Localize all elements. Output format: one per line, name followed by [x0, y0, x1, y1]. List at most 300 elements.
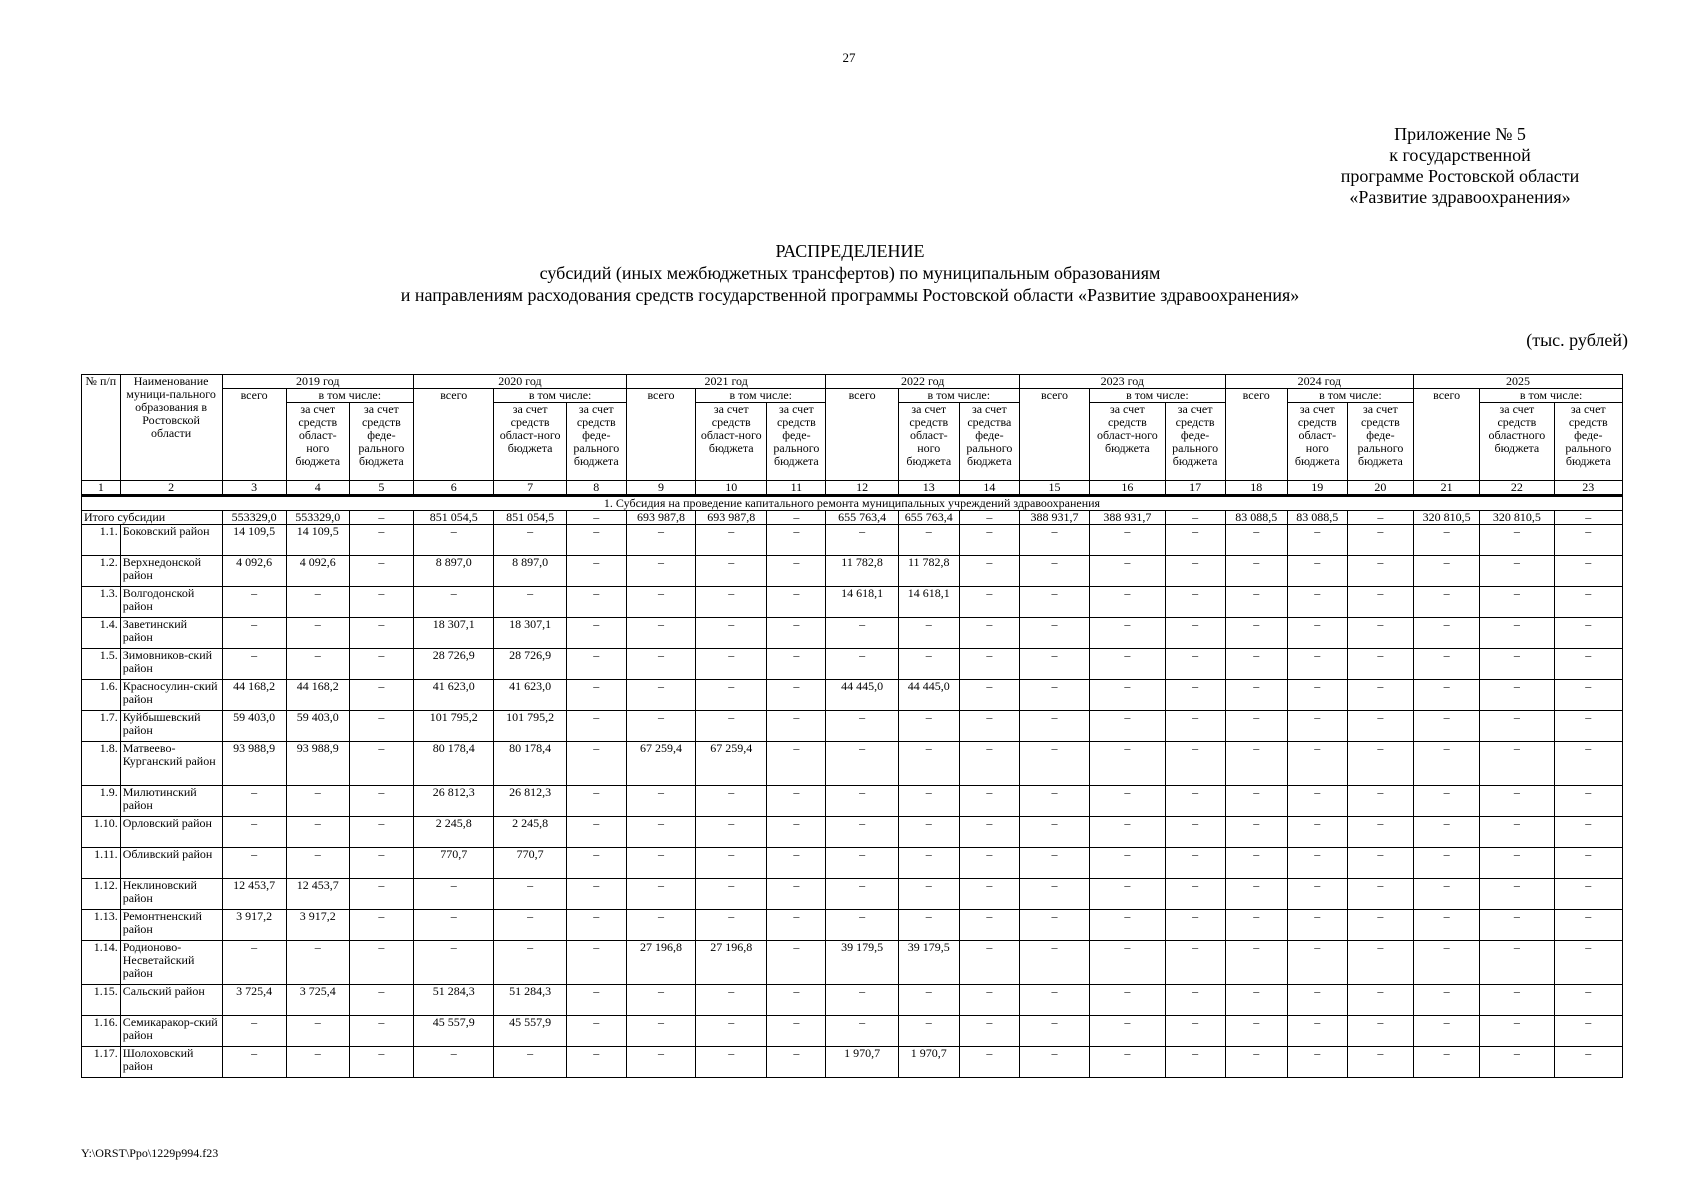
column-index-cell: 13 [898, 481, 959, 496]
value-cell: – [1287, 556, 1347, 587]
value-cell: – [1019, 817, 1089, 848]
value-cell: – [767, 742, 826, 786]
value-cell: – [1554, 848, 1622, 879]
value-cell: – [566, 1016, 626, 1047]
value-cell: – [959, 910, 1019, 941]
value-cell: 45 557,9 [494, 1016, 566, 1047]
total-value: – [1347, 511, 1413, 525]
total-value: 851 054,5 [413, 511, 493, 525]
value-cell: – [1165, 941, 1225, 985]
value-cell: – [1414, 649, 1480, 680]
value-cell: – [696, 848, 767, 879]
row-number: 1.9. [82, 786, 121, 817]
value-cell: – [1347, 742, 1413, 786]
value-cell: 44 168,2 [222, 680, 286, 711]
value-cell: – [1019, 649, 1089, 680]
header-incl: в том числе: [1480, 389, 1623, 403]
row-number: 1.14. [82, 941, 121, 985]
value-cell: – [1480, 711, 1554, 742]
header-regional: за счет средств областного бюджета [1480, 403, 1554, 481]
value-cell: – [1165, 649, 1225, 680]
value-cell: 3 917,2 [286, 910, 349, 941]
table-row [82, 1047, 1623, 1078]
value-cell: – [286, 587, 349, 618]
value-cell: – [898, 618, 959, 649]
value-cell: – [1347, 910, 1413, 941]
value-cell: – [1480, 985, 1554, 1016]
value-cell: – [1554, 985, 1622, 1016]
value-cell: 93 988,9 [286, 742, 349, 786]
value-cell: 18 307,1 [494, 618, 566, 649]
value-cell: – [1414, 786, 1480, 817]
value-cell: 67 259,4 [626, 742, 695, 786]
column-index-cell: 3 [222, 481, 286, 496]
value-cell: – [626, 618, 695, 649]
row-number: 1.12. [82, 879, 121, 910]
value-cell: – [1554, 649, 1622, 680]
row-number: 1.15. [82, 985, 121, 1016]
total-value: 553329,0 [222, 511, 286, 525]
value-cell: – [696, 587, 767, 618]
value-cell: – [1414, 910, 1480, 941]
header-total: всего [413, 389, 493, 481]
total-value: 655 763,4 [826, 511, 898, 525]
value-cell: – [898, 848, 959, 879]
title-line: и направлениям расходования средств государственной программы Ростовской области «Развитие здравоохранения» [400, 285, 1300, 305]
value-cell: 4 092,6 [222, 556, 286, 587]
value-cell: – [1225, 711, 1287, 742]
value-cell: – [222, 786, 286, 817]
value-cell: – [696, 786, 767, 817]
value-cell: 12 453,7 [286, 879, 349, 910]
header-year: 2022 год [826, 375, 1019, 389]
value-cell: – [349, 742, 413, 786]
value-cell: – [626, 1016, 695, 1047]
table-row [82, 1016, 1623, 1047]
value-cell: – [286, 1016, 349, 1047]
value-cell: – [222, 941, 286, 985]
value-cell: 14 109,5 [286, 525, 349, 556]
column-index-cell: 5 [349, 481, 413, 496]
title-line: РАСПРЕДЕЛЕНИЕ [775, 241, 925, 261]
value-cell: – [1347, 587, 1413, 618]
value-cell: 14 618,1 [898, 587, 959, 618]
table-row [82, 848, 1623, 879]
value-cell: – [1554, 1016, 1622, 1047]
value-cell: – [566, 587, 626, 618]
value-cell: – [349, 941, 413, 985]
value-cell: – [1165, 1016, 1225, 1047]
value-cell: – [767, 556, 826, 587]
value-cell: – [1019, 879, 1089, 910]
table-body [82, 481, 1623, 1078]
value-cell: 44 445,0 [898, 680, 959, 711]
value-cell: – [959, 556, 1019, 587]
row-number: 1.7. [82, 711, 121, 742]
value-cell: – [1414, 1047, 1480, 1078]
header-regional: за счет средств област-ного бюджета [1090, 403, 1165, 481]
value-cell: – [1554, 910, 1622, 941]
value-cell: – [1225, 525, 1287, 556]
value-cell: – [696, 680, 767, 711]
value-cell: – [1019, 941, 1089, 985]
value-cell: – [349, 649, 413, 680]
value-cell: 39 179,5 [826, 941, 898, 985]
value-cell: – [1165, 618, 1225, 649]
table-row [82, 556, 1623, 587]
header-regional: за счет средств област-ного бюджета [1287, 403, 1347, 481]
column-index-cell: 16 [1090, 481, 1165, 496]
value-cell: – [1165, 985, 1225, 1016]
appendix-line: Приложение № 5 [1394, 124, 1526, 144]
value-cell: – [1480, 649, 1554, 680]
value-cell: – [1287, 1016, 1347, 1047]
value-cell: – [696, 711, 767, 742]
total-value: – [959, 511, 1019, 525]
value-cell: – [494, 879, 566, 910]
value-cell: – [1480, 742, 1554, 786]
value-cell: – [566, 742, 626, 786]
value-cell: – [959, 786, 1019, 817]
municipality-name: Обливский район [120, 848, 222, 879]
value-cell: – [767, 649, 826, 680]
value-cell: – [767, 1016, 826, 1047]
total-value: – [1554, 511, 1622, 525]
value-cell: 51 284,3 [494, 985, 566, 1016]
value-cell: 770,7 [494, 848, 566, 879]
value-cell: – [1414, 587, 1480, 618]
header-federal: за счет средств феде-рального бюджета [1347, 403, 1413, 481]
value-cell: – [1225, 817, 1287, 848]
value-cell: – [222, 587, 286, 618]
value-cell: – [826, 848, 898, 879]
value-cell: – [1347, 525, 1413, 556]
column-index-cell: 15 [1019, 481, 1089, 496]
value-cell: – [1165, 848, 1225, 879]
row-number: 1.11. [82, 848, 121, 879]
header-incl: в том числе: [286, 389, 413, 403]
value-cell: – [898, 742, 959, 786]
total-value: – [566, 511, 626, 525]
value-cell: – [1347, 1047, 1413, 1078]
value-cell: – [1165, 1047, 1225, 1078]
value-cell: – [566, 680, 626, 711]
value-cell: – [1347, 879, 1413, 910]
value-cell: – [494, 1047, 566, 1078]
value-cell: – [1225, 786, 1287, 817]
value-cell: – [626, 711, 695, 742]
value-cell: – [767, 1047, 826, 1078]
value-cell: – [1090, 786, 1165, 817]
value-cell: – [1090, 742, 1165, 786]
value-cell: – [959, 587, 1019, 618]
value-cell: – [1287, 680, 1347, 711]
row-number: 1.17. [82, 1047, 121, 1078]
total-value: 83 088,5 [1287, 511, 1347, 525]
value-cell: – [1019, 985, 1089, 1016]
value-cell: – [767, 941, 826, 985]
value-cell: – [767, 711, 826, 742]
value-cell: 80 178,4 [413, 742, 493, 786]
total-value: 655 763,4 [898, 511, 959, 525]
value-cell: 44 445,0 [826, 680, 898, 711]
value-cell: – [826, 711, 898, 742]
column-index-cell: 23 [1554, 481, 1622, 496]
total-value: – [767, 511, 826, 525]
header-total: всего [1019, 389, 1089, 481]
value-cell: – [1480, 817, 1554, 848]
value-cell: – [898, 711, 959, 742]
value-cell: – [1414, 817, 1480, 848]
value-cell: – [349, 985, 413, 1016]
value-cell: – [1347, 711, 1413, 742]
value-cell: – [1480, 680, 1554, 711]
value-cell: – [349, 848, 413, 879]
value-cell: – [1554, 587, 1622, 618]
value-cell: – [626, 786, 695, 817]
municipality-name: Сальский район [120, 985, 222, 1016]
value-cell: – [1090, 817, 1165, 848]
total-value: 693 987,8 [626, 511, 695, 525]
column-index-cell: 9 [626, 481, 695, 496]
municipality-name: Шолоховский район [120, 1047, 222, 1078]
value-cell: 59 403,0 [286, 711, 349, 742]
table-row [82, 587, 1623, 618]
value-cell: – [826, 525, 898, 556]
column-index-row [82, 481, 1623, 496]
value-cell: – [767, 879, 826, 910]
header-regional: за счет средств област-ного бюджета [898, 403, 959, 481]
row-number: 1.10. [82, 817, 121, 848]
municipality-name: Родионово-Несветайский район [120, 941, 222, 985]
value-cell: – [1414, 680, 1480, 711]
value-cell: – [222, 618, 286, 649]
value-cell: 3 725,4 [286, 985, 349, 1016]
page-number: 27 [842, 50, 856, 65]
subsidy-table [81, 374, 1623, 1078]
value-cell: – [1480, 910, 1554, 941]
value-cell: – [959, 985, 1019, 1016]
value-cell: – [1347, 556, 1413, 587]
value-cell: – [349, 910, 413, 941]
value-cell: 80 178,4 [494, 742, 566, 786]
value-cell: – [1090, 848, 1165, 879]
value-cell: – [1019, 1047, 1089, 1078]
header-total: всего [1414, 389, 1480, 481]
header-incl: в том числе: [898, 389, 1019, 403]
value-cell: – [959, 711, 1019, 742]
value-cell: – [566, 941, 626, 985]
row-number: 1.13. [82, 910, 121, 941]
value-cell: – [566, 711, 626, 742]
value-cell: – [696, 879, 767, 910]
value-cell: – [1554, 711, 1622, 742]
value-cell: 27 196,8 [696, 941, 767, 985]
value-cell: – [1225, 1047, 1287, 1078]
value-cell: – [826, 985, 898, 1016]
value-cell: – [696, 985, 767, 1016]
value-cell: – [1287, 1047, 1347, 1078]
municipality-name: Неклиновский район [120, 879, 222, 910]
value-cell: – [1019, 618, 1089, 649]
title-line: субсидий (иных межбюджетных трансфертов) по муниципальным образованиям [539, 263, 1161, 283]
value-cell: – [1090, 587, 1165, 618]
value-cell: – [566, 910, 626, 941]
value-cell: – [1225, 879, 1287, 910]
municipality-name: Милютинский район [120, 786, 222, 817]
header-incl: в том числе: [696, 389, 826, 403]
value-cell: – [1287, 649, 1347, 680]
value-cell: – [959, 1016, 1019, 1047]
value-cell: 2 245,8 [413, 817, 493, 848]
value-cell: 18 307,1 [413, 618, 493, 649]
value-cell: – [696, 1047, 767, 1078]
value-cell: 11 782,8 [898, 556, 959, 587]
value-cell: – [898, 910, 959, 941]
value-cell: – [1019, 587, 1089, 618]
value-cell: – [1287, 587, 1347, 618]
value-cell: – [767, 985, 826, 1016]
municipality-name: Красносулин-ский район [120, 680, 222, 711]
column-index-cell: 10 [696, 481, 767, 496]
value-cell: – [1225, 910, 1287, 941]
column-index-cell: 22 [1480, 481, 1554, 496]
header-total: всего [1225, 389, 1287, 481]
value-cell: – [1347, 649, 1413, 680]
value-cell: – [1414, 941, 1480, 985]
value-cell: – [1019, 848, 1089, 879]
value-cell: – [1347, 1016, 1413, 1047]
value-cell: – [286, 786, 349, 817]
value-cell: 12 453,7 [222, 879, 286, 910]
value-cell: – [767, 680, 826, 711]
value-cell: – [1347, 941, 1413, 985]
value-cell: – [959, 817, 1019, 848]
column-index-cell: 11 [767, 481, 826, 496]
value-cell: – [1480, 1016, 1554, 1047]
value-cell: – [494, 910, 566, 941]
header-total: всего [222, 389, 286, 481]
header-total: всего [626, 389, 695, 481]
value-cell: – [1287, 786, 1347, 817]
value-cell: – [1480, 556, 1554, 587]
total-value: 83 088,5 [1225, 511, 1287, 525]
value-cell: – [1019, 1016, 1089, 1047]
value-cell: – [959, 879, 1019, 910]
header-regional: за счет средств област-ного бюджета [286, 403, 349, 481]
value-cell: – [1554, 742, 1622, 786]
table-row [82, 941, 1623, 985]
table-row [82, 817, 1623, 848]
value-cell: 26 812,3 [413, 786, 493, 817]
value-cell: – [767, 848, 826, 879]
value-cell: 41 623,0 [494, 680, 566, 711]
value-cell: – [959, 1047, 1019, 1078]
value-cell: – [1019, 910, 1089, 941]
value-cell: – [1019, 680, 1089, 711]
total-value: 320 810,5 [1414, 511, 1480, 525]
value-cell: – [1019, 711, 1089, 742]
value-cell: – [1287, 910, 1347, 941]
value-cell: – [826, 649, 898, 680]
value-cell: – [286, 817, 349, 848]
value-cell: – [1287, 742, 1347, 786]
table-row [82, 680, 1623, 711]
value-cell: – [626, 680, 695, 711]
value-cell: – [349, 1016, 413, 1047]
row-number: 1.1. [82, 525, 121, 556]
value-cell: – [1480, 587, 1554, 618]
value-cell: 1 970,7 [826, 1047, 898, 1078]
value-cell: – [1090, 1016, 1165, 1047]
value-cell: – [1090, 556, 1165, 587]
value-cell: – [1480, 786, 1554, 817]
value-cell: 8 897,0 [494, 556, 566, 587]
value-cell: – [1347, 680, 1413, 711]
value-cell: – [1347, 618, 1413, 649]
header-federal: за счет средств феде-рального бюджета [566, 403, 626, 481]
value-cell: – [826, 1016, 898, 1047]
header-row-years [82, 375, 1623, 389]
value-cell: – [959, 742, 1019, 786]
value-cell: 3 725,4 [222, 985, 286, 1016]
value-cell: – [349, 817, 413, 848]
value-cell: – [1019, 742, 1089, 786]
value-cell: – [1019, 525, 1089, 556]
table-row [82, 786, 1623, 817]
value-cell: 28 726,9 [413, 649, 493, 680]
value-cell: – [959, 618, 1019, 649]
row-number: 1.6. [82, 680, 121, 711]
value-cell: – [1225, 941, 1287, 985]
value-cell: – [222, 649, 286, 680]
header-name: Наименование муници-пального образования в Ростовской области [120, 375, 222, 481]
value-cell: – [1287, 985, 1347, 1016]
table-row [82, 711, 1623, 742]
value-cell: 770,7 [413, 848, 493, 879]
value-cell: 101 795,2 [413, 711, 493, 742]
total-value: 388 931,7 [1090, 511, 1165, 525]
value-cell: – [349, 680, 413, 711]
value-cell: – [1287, 525, 1347, 556]
value-cell: – [1414, 742, 1480, 786]
value-cell: – [566, 879, 626, 910]
value-cell: – [349, 786, 413, 817]
value-cell: – [1165, 525, 1225, 556]
value-cell: – [696, 910, 767, 941]
value-cell: – [1554, 618, 1622, 649]
value-cell: – [626, 525, 695, 556]
value-cell: – [898, 985, 959, 1016]
header-year: 2021 год [626, 375, 826, 389]
header-federal: за счет средств феде-рального бюджета [767, 403, 826, 481]
value-cell: – [413, 1047, 493, 1078]
value-cell: – [286, 649, 349, 680]
value-cell: 27 196,8 [626, 941, 695, 985]
municipality-name: Зимовников-ский район [120, 649, 222, 680]
section-title: 1. Субсидия на проведение капитального ремонта муниципальных учреждений здравоохранения [82, 496, 1623, 511]
value-cell: 14 109,5 [222, 525, 286, 556]
value-cell: – [959, 649, 1019, 680]
column-index-cell: 8 [566, 481, 626, 496]
value-cell: 28 726,9 [494, 649, 566, 680]
value-cell: – [1414, 848, 1480, 879]
value-cell: – [898, 786, 959, 817]
total-label: Итого субсидии [82, 511, 223, 525]
value-cell: – [626, 1047, 695, 1078]
value-cell: – [1165, 680, 1225, 711]
value-cell: – [286, 941, 349, 985]
